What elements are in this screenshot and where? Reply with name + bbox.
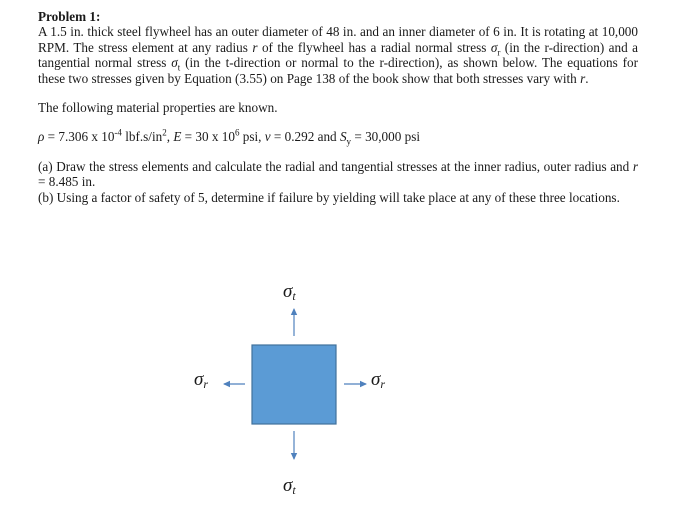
sigma-r-right-label: $\sigma_r$: [371, 369, 386, 391]
sigma-t-top-label: $\sigma_t$: [283, 281, 296, 303]
part-a: (a) Draw the stress elements and calculate the radial and tangential stresses at the inner radius, outer radius and r = 8.485 in.: [38, 158, 638, 190]
material-properties: ρ = 7.306 x $10^{-4}$ $lbf.s/in^2$, E = 30 x $10^6$ psi, ν = 0.292 and $S_y = 30,000$ psi: [38, 128, 421, 148]
stress-element-square: [252, 345, 336, 424]
part-b: (b) Using a factor of safety of 5, determine if failure by yielding will take place at any of these three locations.: [38, 189, 620, 205]
known-properties-heading: The following material properties are known.: [38, 100, 278, 116]
sigma-t-bottom-label: $\sigma_t$: [283, 475, 296, 497]
sigma-r-left-label: $\sigma_r$: [194, 369, 209, 391]
problem-title: Problem 1:: [38, 9, 101, 24]
problem-intro: A 1.5 in. thick steel flywheel has an outer diameter of 48 in. and an inner diameter of 6 in. It is rotating at 10,000 RPM. The stress element at any radius r of the flywheel has a radial normal stress $\sigma_r$ (in the r-direction) and a tangential normal stress $\sigma_t$ (in the t-direction or normal to the r-direction), as shown below. The equations for these two stresses given by Equation (3.55) on Page 138 of the book show that both stresses vary with r.: [38, 24, 639, 86]
